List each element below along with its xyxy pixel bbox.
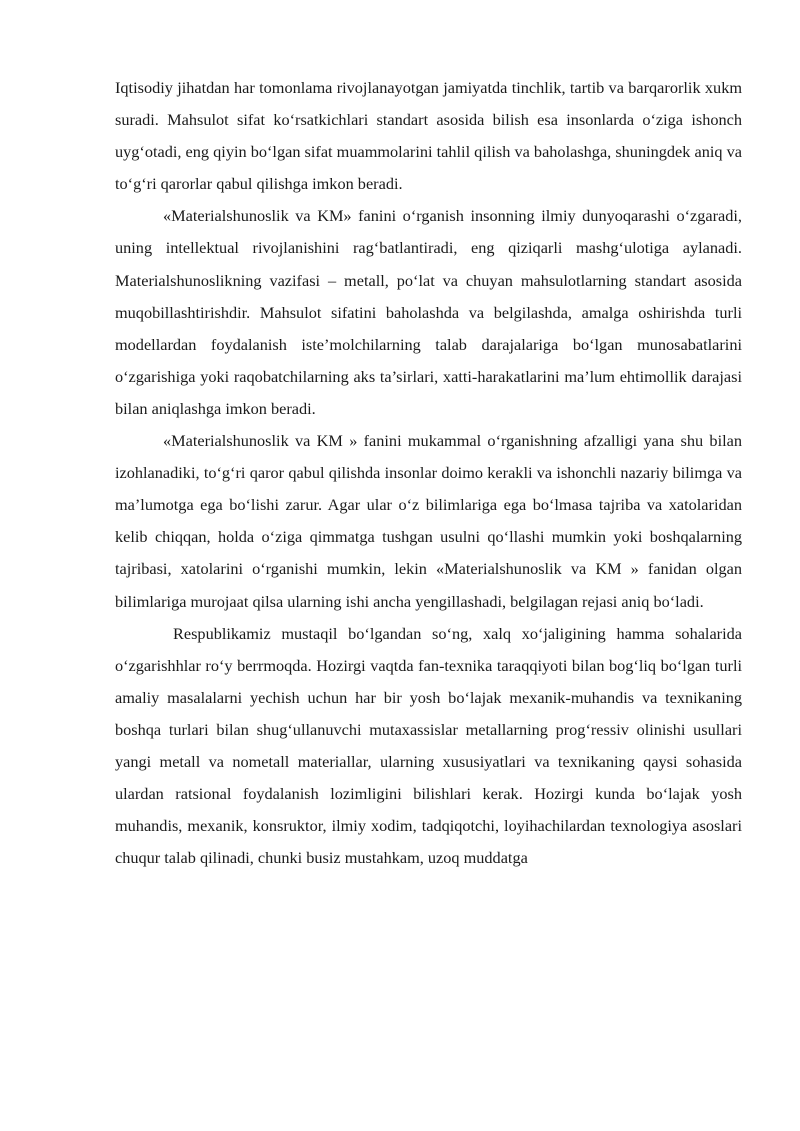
paragraph-1: Iqtisodiy jihatdan har tomonlama rivojlanayotgan jamiyatda tinchlik, tartib va barqarorlik xukm suradi. Mahsulot sifat ko‘rsatkichlari standart asosida bilish esa insonlarda o‘ziga ishonch uyg‘otadi, eng qiyin bo‘lgan sifat muammolarini tahlil qilish va baholashga, shuningdek aniq va to‘g‘ri qarorlar qabul qilishga imkon beradi. [115, 78, 742, 194]
document-page [115, 72, 742, 874]
paragraph-2: «Materialshunoslik va KM» fanini o‘rganish insonning ilmiy dunyoqarashi o‘zgaradi, uning intellektual rivojlanishini rag‘batlantiradi, eng qiziqarli mashg‘ulotiga aylanadi. Materialshunoslikning vazifasi – metall, po‘lat va chuyan mahsulotlarning standart asosida muqobillashtirishdir. Mahsulot sifatini baholashda va belgilashda, amalga oshirishda turli modellardan foydalanish iste’molchilarning talab darajalariga bo‘lgan munosabatlarini o‘zgarishiga yoki raqobatchilarning aks ta’sirlari, xatti-harakatlarini ma’lum ehtimollik darajasi bilan aniqlashga imkon beradi. [115, 206, 742, 418]
paragraph-3: «Materialshunoslik va KM » fanini mukammal o‘rganishning afzalligi yana shu bilan izohlanadiki, to‘g‘ri qaror qabul qilishda insonlar doimo kerakli va ishonchli nazariy bilimga va ma’lumotga ega bo‘lishi zarur. Agar ular o‘z bilimlariga ega bo‘lmasa tajriba va xatolaridan kelib chiqqan, holda o‘ziga qimmatga tushgan usulni qo‘llashi mumkin yoki boshqalarning tajribasi, xatolarini o‘rganishi mumkin, lekin «Materialshunoslik va KM » fanidan olgan bilimlariga murojaat qilsa ularning ishi ancha yengillashadi, belgilagan rejasi aniq bo‘ladi. [115, 431, 742, 611]
paragraph-4: Respublikamiz mustaqil bo‘lgandan so‘ng, xalq xo‘jaligining hamma sohalarida o‘zgarishhlar ro‘y berrmoqda. Hozirgi vaqtda fan-texnika taraqqiyoti bilan bog‘liq bo‘lgan turli amaliy masalalarni yechish uchun har bir yosh bo‘lajak mexanik-muhandis va texnikaning boshqa turlari bilan shug‘ullanuvchi mutaxassislar metallarning prog‘ressiv olinishi usullari yangi metall va nometall materiallar, ularning xususiyatlari va texnikaning qaysi sohasida ulardan ratsional foydalanish lozimligini bilishlari kerak. Hozirgi kunda bo‘lajak yosh muhandis, mexanik, konsruktor, ilmiy xodim, tadqiqotchi, loyihachilardan texnologiya asoslari chuqur talab qilinadi, chunki busiz mustahkam, uzoq muddatga [115, 623, 742, 868]
